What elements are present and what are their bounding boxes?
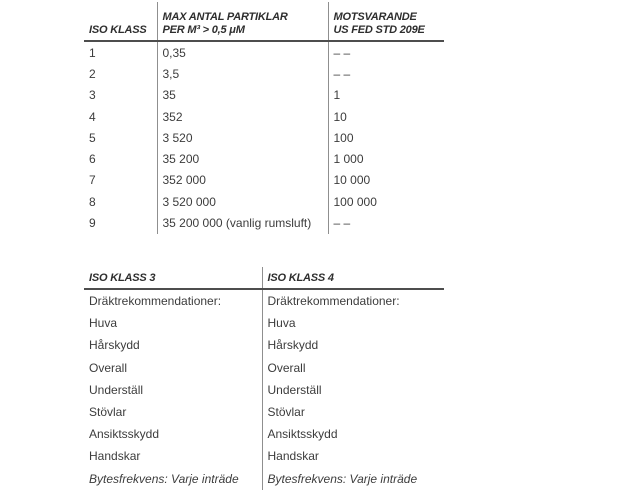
rec-cell-iso4: Underställ	[262, 379, 444, 401]
cell-iso-class: 6	[89, 152, 96, 167]
rec-cell-iso4: Handskar	[262, 445, 444, 467]
table-row	[84, 445, 444, 467]
cell-iso-class: 2	[89, 66, 96, 81]
cell-us-fed: 100 000	[328, 191, 444, 212]
cell-iso-class: 4	[89, 109, 96, 124]
cell-max-particles: 35	[157, 85, 328, 106]
header-max-particles-line1: MAX ANTAL PARTIKLAR	[162, 11, 288, 23]
table-row	[84, 85, 444, 106]
table-row	[84, 106, 444, 127]
cell-max-particles: 35 200 000 (vanlig rumsluft)	[157, 212, 328, 233]
table-row	[84, 334, 444, 356]
rec-cell-iso3: Overall	[89, 360, 128, 375]
table-row	[84, 41, 444, 63]
table-row-change-frequency	[84, 468, 444, 490]
cell-max-particles: 352 000	[157, 170, 328, 191]
table-row	[84, 357, 444, 379]
rec-cell-iso3: Huva	[89, 316, 118, 331]
cell-iso-class: 9	[89, 216, 96, 231]
rec-table-header-row	[84, 267, 444, 289]
garment-recommendation-table	[84, 267, 444, 490]
rec-cell-iso4: Bytesfrekvens: Varje inträde	[262, 468, 444, 490]
cell-max-particles: 3,5	[157, 63, 328, 84]
cell-max-particles: 352	[157, 106, 328, 127]
rec-cell-iso3: Ansiktsskydd	[89, 427, 160, 442]
header-max-particles-line2: PER M³ > 0,5 μM	[162, 23, 245, 36]
table-row	[84, 191, 444, 212]
header-us-fed-std-line2: US FED STD 209E	[333, 23, 425, 36]
table-row	[84, 63, 444, 84]
table-row	[84, 127, 444, 148]
cell-us-fed: – –	[328, 41, 444, 63]
rec-cell-iso4: Overall	[262, 357, 444, 379]
cell-iso-class: 3	[89, 88, 96, 103]
particle-table-header-row	[84, 2, 444, 41]
rec-cell-iso3: Stövlar	[89, 405, 127, 420]
rec-cell-iso4: Stövlar	[262, 401, 444, 423]
cell-max-particles: 0,35	[157, 41, 328, 63]
header-iso-klass	[84, 2, 157, 41]
header-max-particles	[157, 2, 328, 41]
table-row	[84, 423, 444, 445]
header-iso-klass-3: ISO KLASS 3	[84, 267, 262, 289]
table-row	[84, 379, 444, 401]
rec-cell-iso4: Ansiktsskydd	[262, 423, 444, 445]
header-us-fed-std	[328, 2, 444, 41]
rec-cell-iso4: Hårskydd	[262, 334, 444, 356]
cell-max-particles: 3 520	[157, 127, 328, 148]
cell-max-particles: 3 520 000	[157, 191, 328, 212]
rec-cell-iso3: Handskar	[89, 449, 141, 464]
cell-us-fed: 100	[328, 127, 444, 148]
cell-us-fed: – –	[328, 212, 444, 233]
cell-iso-class: 7	[89, 173, 96, 188]
header-iso-klass-4: ISO KLASS 4	[262, 267, 444, 289]
rec-cell-iso4: Huva	[262, 312, 444, 334]
cell-max-particles: 35 200	[157, 148, 328, 169]
rec-cell-iso3: Bytesfrekvens: Varje inträde	[89, 471, 239, 486]
cell-iso-class: 5	[89, 130, 96, 145]
cell-iso-class: 8	[89, 194, 96, 209]
cell-us-fed: 10	[328, 106, 444, 127]
cell-us-fed: 1 000	[328, 148, 444, 169]
rec-cell-iso4: Dräktrekommendationer:	[262, 289, 444, 312]
rec-cell-iso3: Hårskydd	[89, 338, 140, 353]
cell-us-fed: 10 000	[328, 170, 444, 191]
header-us-fed-std-line1: MOTSVARANDE	[333, 11, 417, 23]
cell-iso-class: 1	[89, 45, 96, 60]
table-row	[84, 401, 444, 423]
cell-us-fed: – –	[328, 63, 444, 84]
table-row	[84, 312, 444, 334]
table-row	[84, 289, 444, 312]
iso-class-particle-table	[84, 2, 444, 234]
cell-us-fed: 1	[328, 85, 444, 106]
table-row	[84, 148, 444, 169]
header-iso-klass-label: ISO KLASS	[89, 23, 147, 36]
rec-cell-iso3: Dräktrekommendationer:	[89, 294, 222, 309]
table-row	[84, 170, 444, 191]
rec-cell-iso3: Underställ	[89, 382, 144, 397]
table-row	[84, 212, 444, 233]
